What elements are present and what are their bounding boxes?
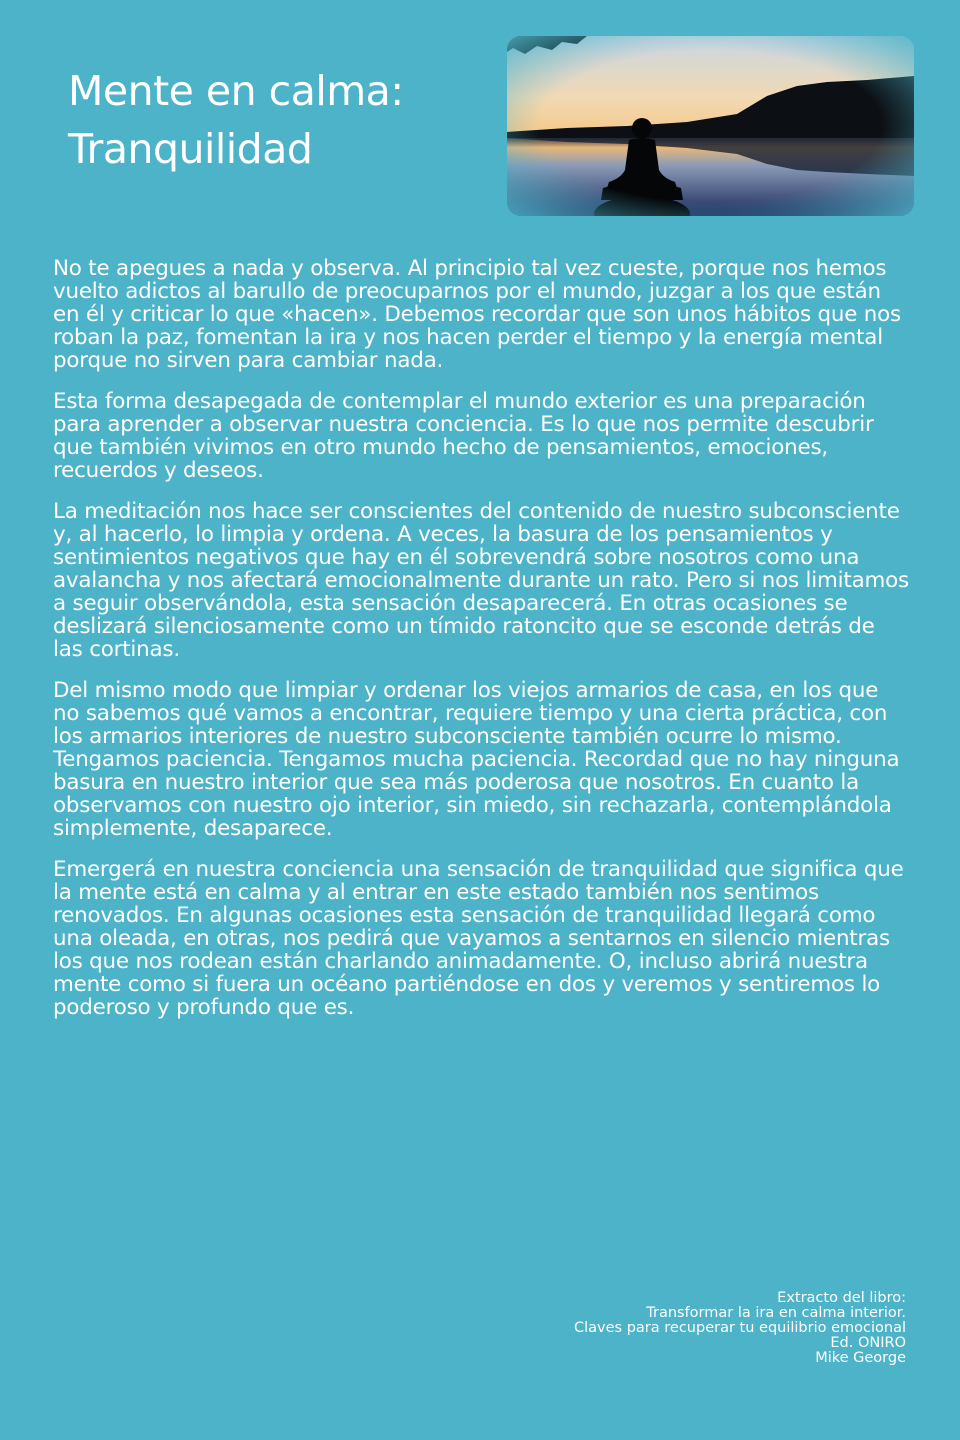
credit-line-subtitle: Claves para recuperar tu equilibrio emocional bbox=[574, 1320, 906, 1336]
title-line-2: Tranquilidad bbox=[68, 125, 313, 173]
page-title bbox=[68, 62, 488, 178]
credit-line-author: Mike George bbox=[815, 1350, 906, 1366]
credit-line-title: Transformar la ira en calma interior. bbox=[646, 1305, 906, 1321]
article-body bbox=[53, 257, 909, 1037]
paragraph-5: Emergerá en nuestra conciencia una sensación de tranquilidad que significa que la mente está en calma y al entrar en este estado también nos sentimos renovados. En algunas ocasiones esta sensación de tranquilidad llegará como una oleada, en otras, nos pedirá que vayamos a sentarnos en silencio mientras los que nos rodean están charlando animadamente. O, incluso abrirá nuestra mente como si fuera un océano partiéndose en dos y veremos y sentiremos lo poderoso y profundo que es. bbox=[53, 857, 904, 1020]
paragraph-1: No te apegues a nada y observa. Al principio tal vez cueste, porque nos hemos vuelto adictos al barullo de preocuparnos por el mundo, juzgar a los que están en él y criticar lo que «hacen». Debemos recordar que son unos hábitos que nos roban la paz, fomentan la ira y nos hacen perder el tiempo y la energía mental porque no sirven para cambiar nada. bbox=[53, 256, 901, 373]
book-credits bbox=[486, 1291, 906, 1366]
meditation-sunset-icon bbox=[507, 36, 914, 216]
credit-line-publisher: Ed. ONIRO bbox=[830, 1335, 906, 1351]
credit-line-intro: Extracto del libro: bbox=[777, 1290, 906, 1306]
title-line-1: Mente en calma: bbox=[68, 67, 404, 115]
paragraph-4: Del mismo modo que limpiar y ordenar los viejos armarios de casa, en los que no sabemos qué vamos a encontrar, requiere tiempo y una cierta práctica, con los armarios interiores de nuestro subconsciente también ocurre lo mismo. Tengamos paciencia. Tengamos mucha paciencia. Recordad que no hay ninguna basura en nuestro interior que sea más poderosa que nosotros. En cuanto la observamos con nuestro ojo interior, sin miedo, sin rechazarla, contemplándola simplemente, desaparece. bbox=[53, 678, 900, 841]
paragraph-3: La meditación nos hace ser conscientes del contenido de nuestro subconsciente y, al hacerlo, lo limpia y ordena. A veces, la basura de los pensamientos y sentimientos negativos que hay en él sobrevendrá sobre nosotros como una avalancha y nos afectará emocionalmente durante un rato. Pero si nos limitamos a seguir observándola, esta sensación desaparecerá. En otras ocasiones se deslizará silenciosamente como un tímido ratoncito que se esconde detrás de las cortinas. bbox=[53, 499, 909, 662]
meditation-sunset-image bbox=[507, 36, 914, 216]
paragraph-2: Esta forma desapegada de contemplar el mundo exterior es una preparación para aprender a observar nuestra conciencia. Es lo que nos permite descubrir que también vivimos en otro mundo hecho de pensamientos, emociones, recuerdos y deseos. bbox=[53, 389, 874, 483]
